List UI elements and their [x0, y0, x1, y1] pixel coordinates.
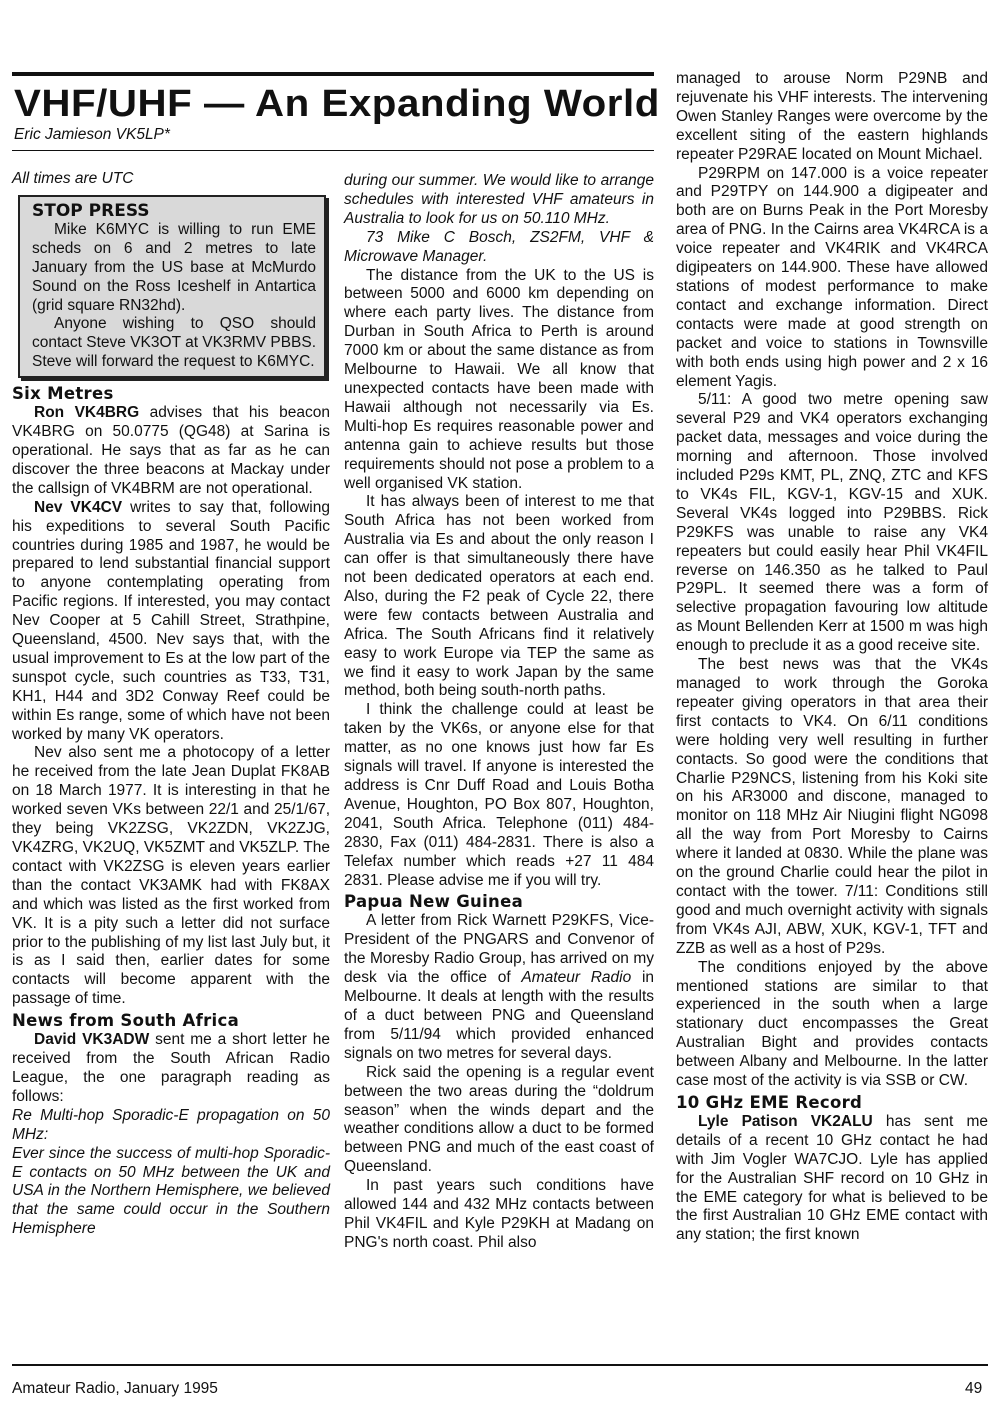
section-heading-papua-new-guinea: Papua New Guinea [344, 892, 524, 912]
section-heading-six-metres: Six Metres [12, 384, 114, 404]
paragraph [12, 1031, 330, 1107]
quoted-paragraph: Re Multi-hop Sporadic-E propagation on 50 MHz: [12, 1106, 330, 1143]
paragraph: The distance from the UK to the US is between 5000 and 6000 km depending on where each party lives. The distance from Durban in South Africa to Perth is around 7000 km or about the same distance as from Melbourne to Hawaii. We all know that unexpected contacts have been made with Hawaii although not necessarily via Es. Multi-hop Es requires reasonable power and antenna gain to achieve results but those requirements should not pose a problem to a well organised VK station. [344, 266, 654, 492]
top-rule [12, 72, 654, 76]
column-3 [676, 70, 988, 1245]
lead-callsign: David VK3ADW [34, 1031, 150, 1049]
column-1 [12, 170, 330, 1239]
paragraph-text: writes to say that, following his expeditions to several South Pacific countries during 1985 and 1987, he would be prepared to lend substantial financial support to anyone contemplating operating from Pacific regions. If interested, you may contact Nev Cooper at 5 Cahill Street, Strathpine, Queensland, 4500. Nev says that, with the usual improvement to Es at the low part of the sunspot cycle, such countries as T33, T31, KH1, H44 and 3D2 Conway Reef could be within Es range, some of which have not been worked by many VK operators. [12, 498, 330, 743]
publication-name: Amateur Radio [521, 969, 632, 987]
paragraph: The conditions enjoyed by the above mentioned stations are similar to that experienced in the south when a large stationary duct encompasses the Great Australian Bight and provides contacts between Albany and Melbourne. In the latter case most of the activity is via SSB or CW. [676, 958, 988, 1090]
quoted-paragraph: Ever since the success of multi-hop Sporadic-E contacts on 50 MHz between the UK and USA in the Northern Hemisphere, we believed that the same could occur in the Southern Hemisphere [12, 1144, 330, 1238]
lead-callsign: Ron VK4BRG [34, 404, 140, 422]
title-underline-rule [12, 150, 654, 151]
paragraph [676, 1113, 988, 1245]
quoted-paragraph: during our summer. We would like to arrange schedules with interested VHF amateurs in Australia to look for us on 50.110 MHz. [344, 172, 654, 227]
paragraph: The best news was that the VK4s managed to work through the Goroka repeater giving operators in that area their first contacts to VK4. On 6/11 conditions were holding very well resulting in further contacts. So good were the conditions that Charlie P29NCS, listening from his Koki site on his AR3000 and discone, managed to monitor on 118 MHz Air Niugini flight NG098 all the way from Port Moresby to Cairns where it landed at 0830. While the plane was on the ground Charlie could hear the pilot in contact with the tower. 7/11: Conditions still good and much overnight activity with signals from VK4s AJI, ABW, XUK, KGV-1, TFT and ZZB as well as a host of P29s. [676, 656, 988, 957]
paragraph: I think the challenge could at least be taken by the VK6s, or anyone else for that matter, as no one knows just how far Es signals will travel. If anyone is interested the address is Cnr Duff Road and Louis Botha Avenue, Houghton, PO Box 807, Houghton, 2041, South Africa. Telephone (011) 484-2830, Fax (011) 484-2831. There is also a Telefax number which reads +27 11 484 2831. Please advise me if you will try. [344, 701, 654, 889]
quote-signoff: 73 Mike C Bosch, ZS2FM, VHF & Microwave Manager. [344, 228, 654, 265]
stop-press-paragraph: Anyone wishing to QSO should contact Steve VK3OT at VK3RMV PBBS. Steve will forward the request to K6MYC. [32, 315, 317, 371]
section-heading-eme-record: 10 GHz EME Record [676, 1092, 863, 1112]
paragraph: In past years such conditions have allowed 144 and 432 MHz contacts between Phil VK4FIL and Kyle P29KH at Madang on PNG's north coast. Phil also [344, 1177, 654, 1251]
paragraph-text: A letter from Rick Warnett P29KFS, Vice-President of the PNGARS and Convenor of the Moresby Radio Group, has arrived on my desk via the office of [344, 912, 654, 987]
section-heading-south-africa: News from South Africa [12, 1011, 239, 1031]
times-note: All times are UTC [12, 170, 134, 187]
paragraph [12, 499, 330, 745]
stop-press-box [18, 195, 326, 378]
paragraph [344, 912, 654, 1063]
paragraph-text: has sent me details of a recent 10 GHz contact he had with Jim Vogler WA7CJO. Lyle has applied for the Australian SHF record on 10 GHz in the EME category for what is believed to be the first Australian 10 GHz EME contact with any station; the first known [676, 1112, 988, 1244]
stop-press-paragraph: Mike K6MYC is willing to run EME scheds on 6 and 2 metres to late January from the US base at McMurdo Sound on the Ross Iceshelf in Antartica (grid square RN32hd). [32, 220, 316, 314]
paragraph: managed to arouse Norm P29NB and rejuvenate his VHF interests. The intervening Owen Stanley Ranges were overcome by the excellent siting of the eastern highlands repeater P29RAE located on Mount Michael. [676, 70, 988, 163]
lead-callsign: Lyle Patison VK2ALU [698, 1112, 873, 1130]
author-byline: Eric Jamieson VK5LP* [14, 126, 170, 143]
stop-press-heading: STOP PRESS [32, 200, 150, 221]
footer-rule [12, 1364, 988, 1366]
paragraph: It has always been of interest to me that South Africa has not been worked from Australia via Es and about the only reason I can offer is that simultaneously there have not been dedicated operators at each end. Also, during the F2 peak of Cycle 22, there were few contacts between Australia and Africa. The South Africans find it relatively easy to work Europe via TEP the same as we find it easy to work Japan by the same method, both being south-north paths. [344, 493, 654, 700]
paragraph: Nev also sent me a photocopy of a letter he received from the late Jean Duplat FK8AB on 18 March 1977. It is interesting in that he worked seven VKs between 22/1 and 25/1/67, they being VK2ZSG, VK2ZDN, VK2ZJG, VK4ZRG, VK2UQ, VK5ZMT and VK5ZLP. The contact with VK2ZSG is eleven years earlier than the contact VK3AMK had with FK8AX and which was listed as the first worked from VK. It is a pity such a letter did not surface prior to the publishing of my list last July but, it is as I said then, earlier dates for some contacts will become apparent with the passage of time. [12, 744, 330, 1008]
paragraph-text: sent me a short letter he received from the South African Radio League, the one paragraph reading as follows: [12, 1031, 331, 1105]
lead-callsign: Nev VK4CV [34, 498, 123, 516]
footer-publication: Amateur Radio, January 1995 [12, 1380, 218, 1397]
paragraph-text: advises that his beacon VK4BRG on 50.0775 (QG48) at Sarina is operational. He says that as far as he can discover the three beacons at Mackay under the callsign of VK4BRM are not operational. [12, 404, 330, 497]
paragraph: Rick said the opening is a regular event between the two areas during the “doldrum season” when the winds depart and the weather conditions allow a duct to be formed between PNG and much of the east coast of Queensland. [344, 1063, 654, 1176]
column-2 [344, 172, 654, 1253]
footer-page-number: 49 [965, 1380, 983, 1397]
paragraph-text: in Melbourne. It deals at length with the results of a duct between PNG and Queensland from 5/11/94 which provided enhanced signals on two metres for several days. [344, 969, 655, 1062]
article-title: VHF/UHF — An Expanding World [14, 83, 660, 125]
paragraph: 5/11: A good two metre opening saw several P29 and VK4 operators exchanging packet data, messages and voice during the morning and afternoon. Those involved included P29s KMT, PL, ZNQ, ZTC and KFS to VK4s FIL, KGV-1, KGV-15 and XUK. Several VK4s logged into P29BBS. Rick P29KFS was unable to raise any VK4 repeaters but could easily hear Phil VK4FIL reverse on 146.350 as he talked to Paul P29PL. It seemed there was a form of selective propagation favouring low altitude as Mount Bellenden Kerr at 1500 m was high enough to preclude it as a good receive site. [676, 391, 988, 655]
paragraph [12, 404, 330, 499]
paragraph: P29RPM on 147.000 is a voice repeater and P29TPY on 144.900 a digipeater and both are on Burns Peak in the Port Moresby area of PNG. In the Cairns area VK4RCA is a voice repeater and VK4RIK and VK4RCA digipeaters on 144.900. These have allowed stations of modest performance to make contact and exchange information. Direct contacts were made at good strength on packet and voice to stations in Townsville with both ends using high power and 2 x 16 element Yagis. [676, 164, 988, 390]
